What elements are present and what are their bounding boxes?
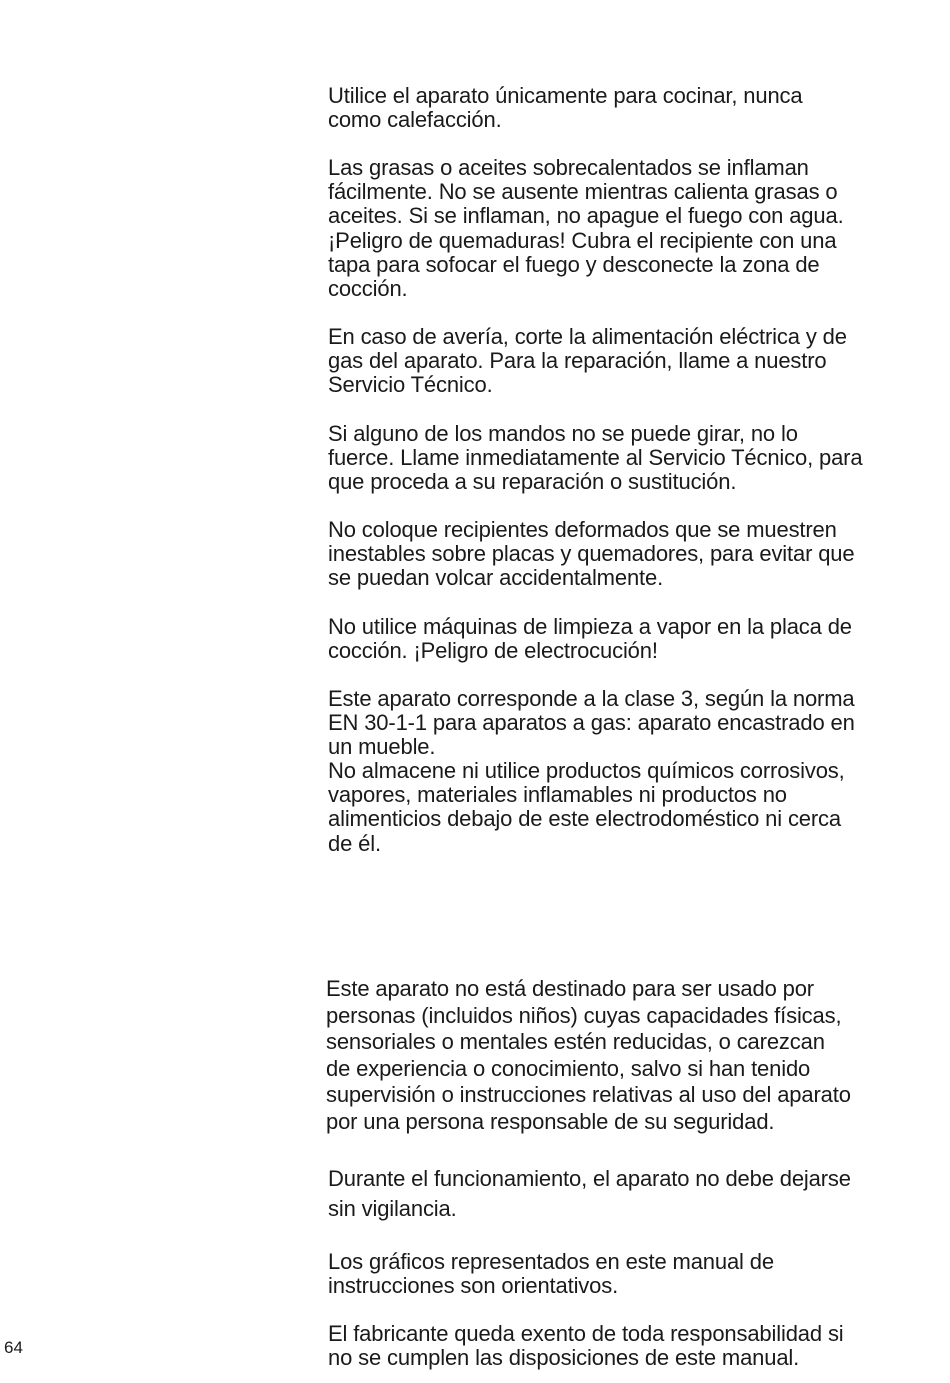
paragraph-storage: No almacene ni utilice productos químicos corrosivos, vapores, materiales inflamables ni productos no alimenticios debajo de este electrodoméstico ni cerca de él.: [328, 758, 845, 856]
paragraph-unattended: Durante el funcionamiento, el aparato no debe dejarse sin vigilancia.: [328, 1166, 851, 1221]
paragraph-breakdown: En caso de avería, corte la alimentación eléctrica y de gas del aparato. Para la reparación, llame a nuestro Servicio Técnico.: [328, 324, 847, 398]
paragraph-supervision: Este aparato no está destinado para ser usado por personas (incluidos niños) cuyas capacidades físicas, sensoriales o mentales estén reducidas, o carezcan de experiencia o conocimiento, salvo si han tenido supervisión o instrucciones relativas al uso del aparato por una persona responsable de su seguridad.: [326, 976, 851, 1134]
paragraph-liability: El fabricante queda exento de toda responsabilidad si no se cumplen las disposiciones de este manual.: [328, 1321, 844, 1371]
paragraph-graphics: Los gráficos representados en este manual de instrucciones son orientativos.: [328, 1249, 774, 1299]
page-number: 64: [4, 1338, 23, 1357]
paragraph-deformed-pans: No coloque recipientes deformados que se muestren inestables sobre placas y quemadores, para evitar que se puedan volcar accidentalmente.: [328, 517, 855, 591]
paragraph-steam-cleaners: No utilice máquinas de limpieza a vapor en la placa de cocción. ¡Peligro de electrocución!: [328, 614, 852, 664]
paragraph-overheated-fats: Las grasas o aceites sobrecalentados se inflaman fácilmente. No se ausente mientras calienta grasas o aceites. Si se inflaman, no apague el fuego con agua. ¡Peligro de quemaduras! Cubra el recipiente con una tapa para sofocar el fuego y desconecte la zona de cocción.: [328, 155, 844, 302]
paragraph-appliance-class: Este aparato corresponde a la clase 3, según la norma EN 30-1-1 para aparatos a gas: aparato encastrado en un mueble.: [328, 686, 855, 760]
paragraph-cooking-only: Utilice el aparato únicamente para cocinar, nunca como calefacción.: [328, 83, 803, 133]
paragraph-knobs: Si alguno de los mandos no se puede girar, no lo fuerce. Llame inmediatamente al Servicio Técnico, para que proceda a su reparación o sustitución.: [328, 421, 863, 495]
